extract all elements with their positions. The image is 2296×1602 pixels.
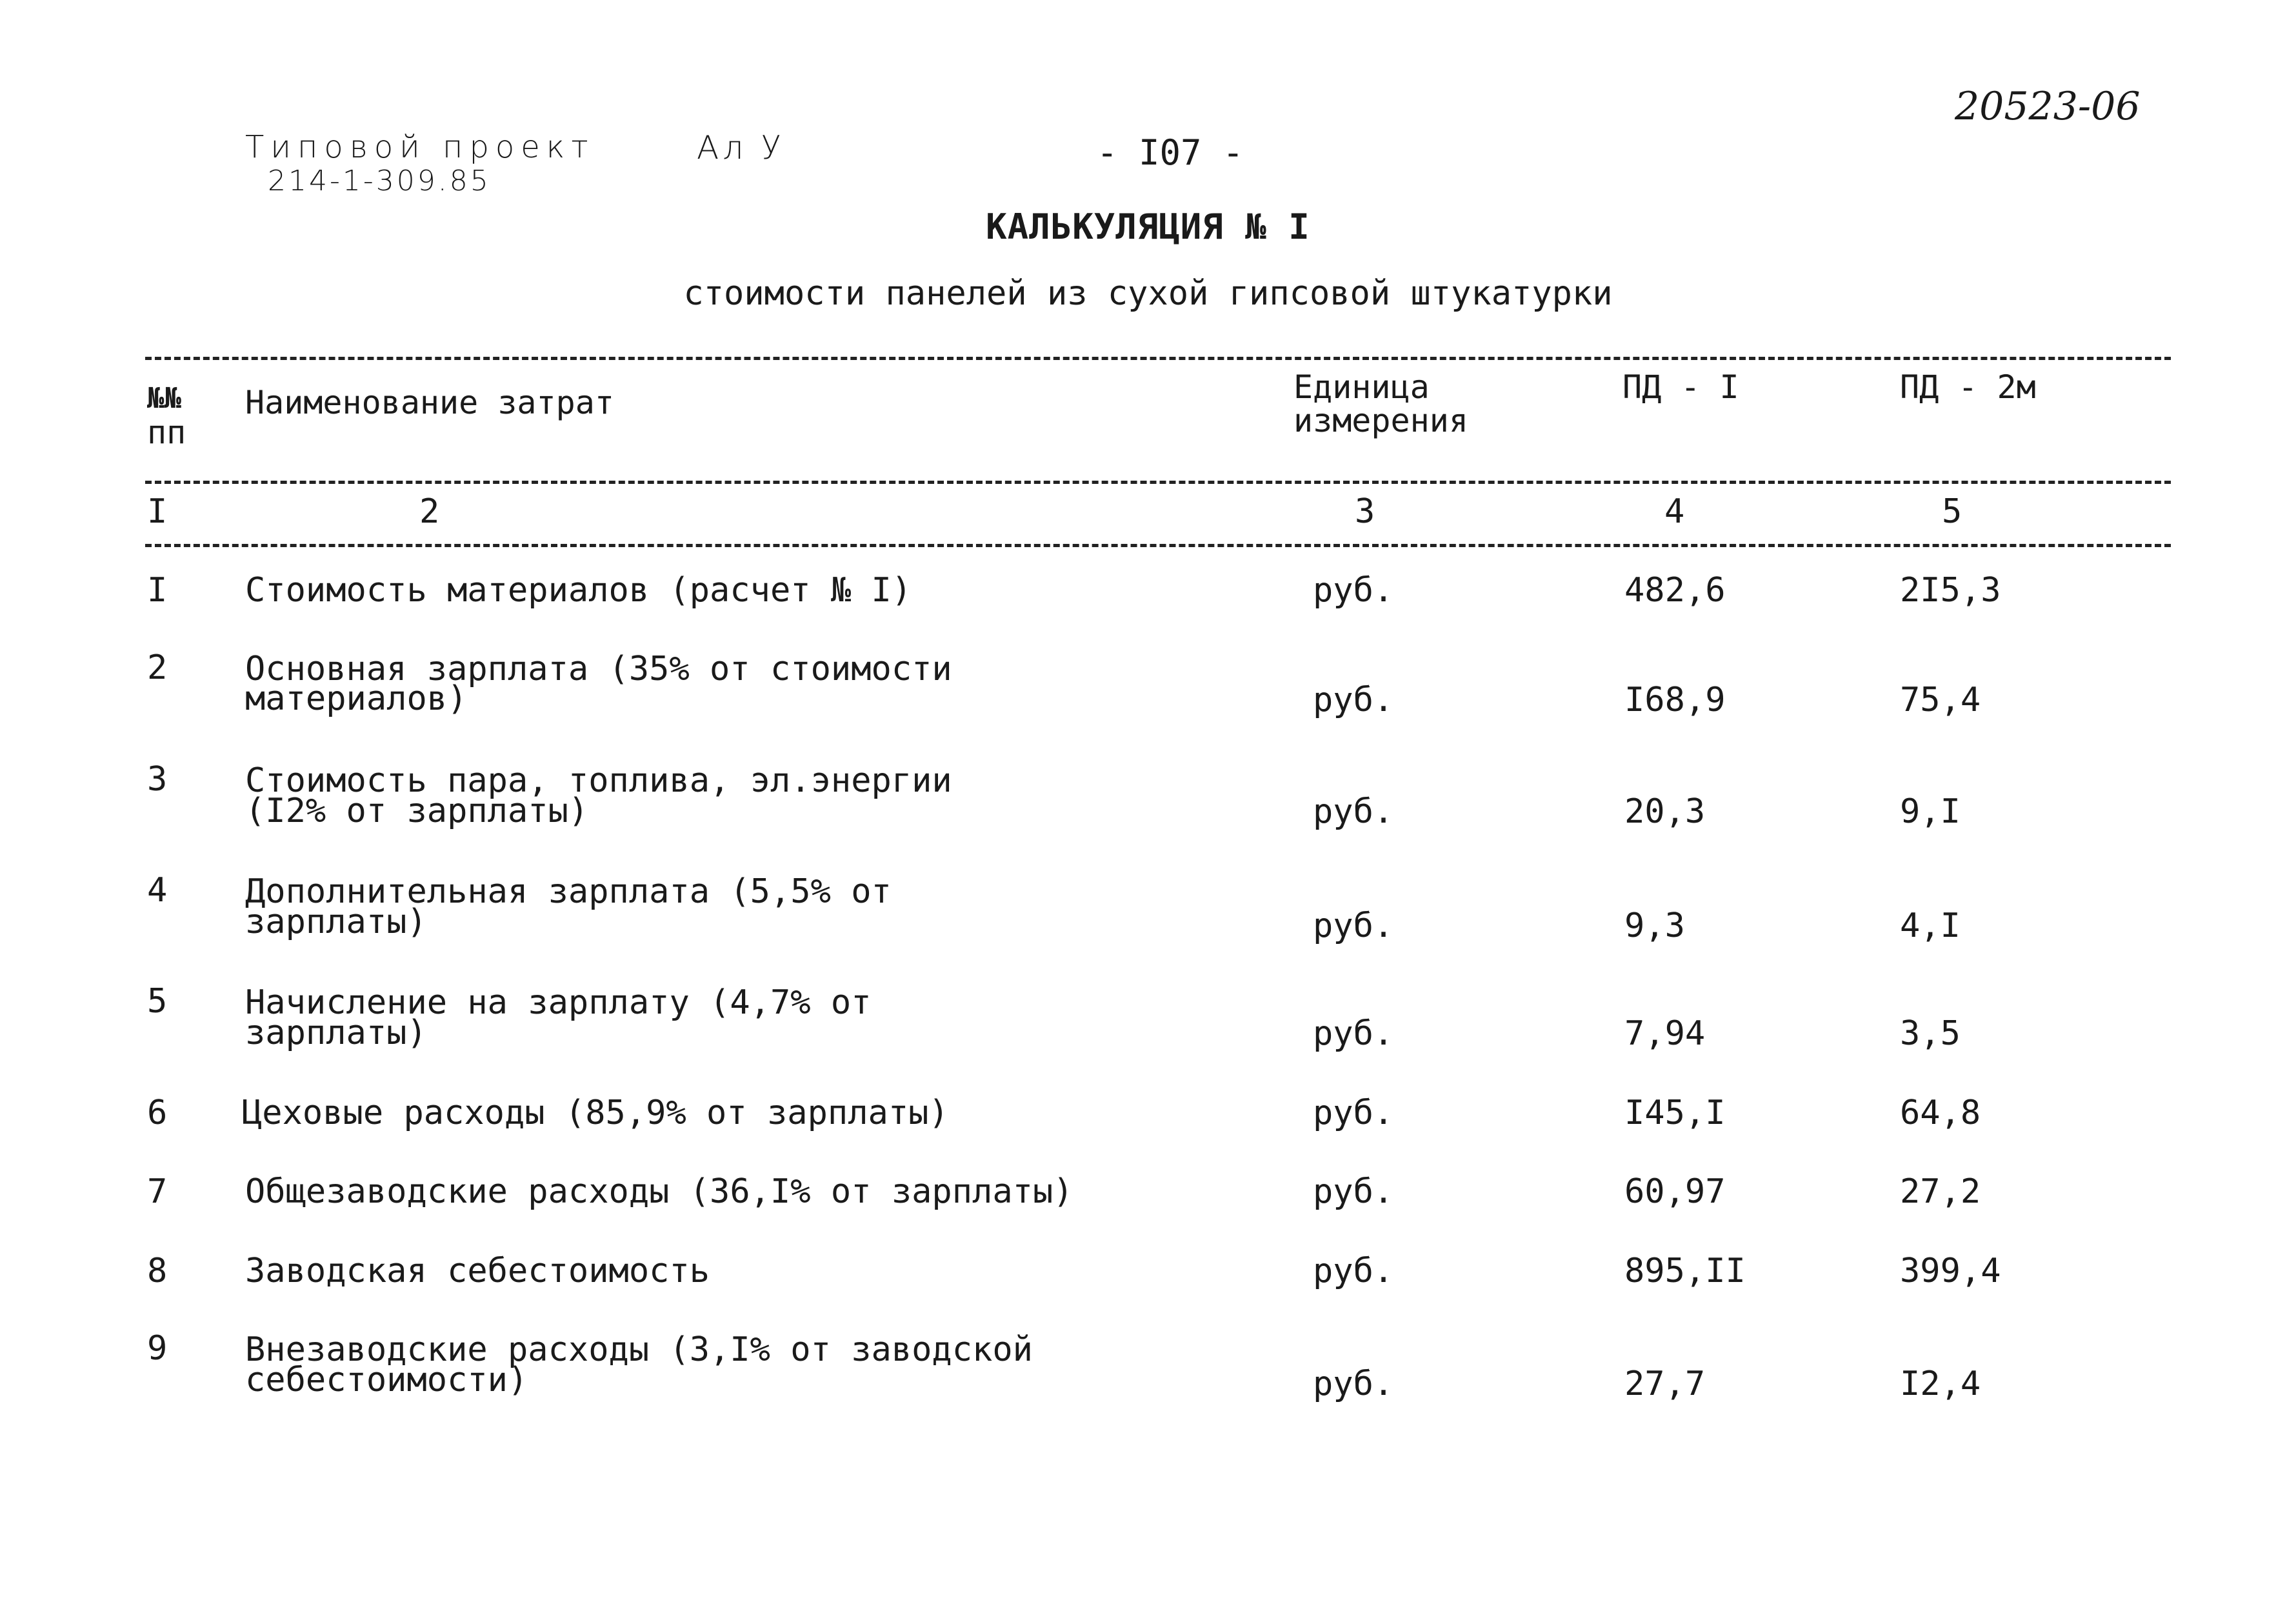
row-value-pd1: 482,6: [1624, 571, 1726, 610]
row-value-pd2m: 75,4: [1900, 681, 1981, 719]
row-value-pd1: I45,I: [1624, 1094, 1726, 1132]
page-number: - I07 -: [1097, 132, 1244, 173]
row-name-line1: Заводская себестоимость: [245, 1252, 710, 1290]
row-value-pd1: 9,3: [1624, 906, 1685, 945]
row-number: 6: [147, 1094, 168, 1132]
row-value-pd2m: 4,I: [1900, 906, 1961, 945]
row-value-pd2m: 9,I: [1900, 792, 1961, 831]
row-unit: руб.: [1313, 1252, 1394, 1290]
row-number: 2: [147, 648, 168, 687]
row-unit: руб.: [1313, 906, 1394, 945]
row-name-line2: себестоимости): [245, 1361, 528, 1399]
column-header-num-line2: пп: [147, 414, 186, 451]
row-number: 4: [147, 871, 168, 910]
row-name-line1: Дополнительная зарплата (5,5% от: [245, 872, 892, 911]
column-header-pd2m: ПД - 2м: [1900, 368, 2036, 406]
row-value-pd1: 60,97: [1624, 1172, 1726, 1211]
row-name-line2: материалов): [245, 679, 468, 718]
row-value-pd1: I68,9: [1624, 681, 1726, 719]
column-header-pd1: ПД - I: [1622, 368, 1739, 406]
project-stamp-code: 214-1-309.85: [268, 165, 491, 197]
row-number: I: [147, 571, 168, 610]
column-header-name: Наименование затрат: [245, 384, 614, 421]
row-value-pd1: 27,7: [1624, 1365, 1706, 1403]
row-value-pd2m: 27,2: [1900, 1172, 1981, 1211]
row-unit: руб.: [1313, 1365, 1394, 1403]
album-mark: Ал У: [697, 129, 785, 166]
column-header-unit-line2: измерения: [1293, 402, 1468, 439]
column-header-num-line1: №№: [147, 382, 181, 415]
row-name-line1: Основная зарплата (35% от стоимости: [245, 650, 952, 688]
row-value-pd2m: 399,4: [1900, 1252, 2001, 1290]
row-value-pd1: 7,94: [1624, 1014, 1706, 1053]
table-top-rule: [145, 357, 2171, 360]
row-name-line1: Начисление на зарплату (4,7% от: [245, 983, 872, 1022]
document-number: 20523-06: [1955, 84, 2141, 129]
column-header-num: [147, 382, 186, 449]
header-bottom-rule: [145, 481, 2171, 484]
row-number: 3: [147, 760, 168, 799]
row-unit: руб.: [1313, 571, 1394, 610]
column-header-unit: [1293, 370, 1468, 437]
row-name-line1: Стоимость пара, топлива, эл.энергии: [245, 761, 952, 800]
row-name-line1: Стоимость материалов (расчет № I): [245, 571, 912, 610]
column-number-3: 3: [1355, 492, 1375, 531]
row-unit: руб.: [1313, 1172, 1394, 1211]
row-name-line2: зарплаты): [245, 1014, 427, 1052]
column-numbers-rule: [145, 544, 2171, 547]
row-value-pd2m: 64,8: [1900, 1094, 1981, 1132]
row-number: 9: [147, 1329, 168, 1368]
project-stamp-label: Типовой проект: [245, 129, 595, 165]
row-number: 7: [147, 1172, 168, 1211]
row-number: 5: [147, 982, 168, 1021]
row-name-line2: (I2% от зарплаты): [245, 792, 589, 830]
row-name-line1: Общезаводские расходы (36,I% от зарплаты): [245, 1172, 1073, 1211]
row-unit: руб.: [1313, 1094, 1394, 1132]
row-unit: руб.: [1313, 681, 1394, 719]
row-unit: руб.: [1313, 1014, 1394, 1053]
page-subtitle: стоимости панелей из сухой гипсовой штукатурки: [683, 274, 1613, 313]
column-number-4: 4: [1664, 492, 1685, 531]
row-unit: руб.: [1313, 792, 1394, 831]
row-value-pd1: 895,II: [1624, 1252, 1746, 1290]
column-number-1: I: [147, 492, 168, 531]
row-value-pd2m: I2,4: [1900, 1365, 1981, 1403]
column-number-2: 2: [419, 492, 440, 531]
column-number-5: 5: [1942, 492, 1962, 531]
row-name-line1: Внезаводские расходы (3,I% от заводской: [245, 1330, 1033, 1369]
row-number: 8: [147, 1252, 168, 1290]
row-name-line1: Цеховые расходы (85,9% от зарплаты): [242, 1094, 949, 1132]
row-value-pd2m: 3,5: [1900, 1014, 1961, 1053]
row-name-line2: зарплаты): [245, 903, 427, 941]
column-header-unit-line1: Единица: [1293, 368, 1430, 406]
page-title: КАЛЬКУЛЯЦИЯ № I: [986, 206, 1310, 247]
row-value-pd2m: 2I5,3: [1900, 571, 2001, 610]
row-value-pd1: 20,3: [1624, 792, 1706, 831]
